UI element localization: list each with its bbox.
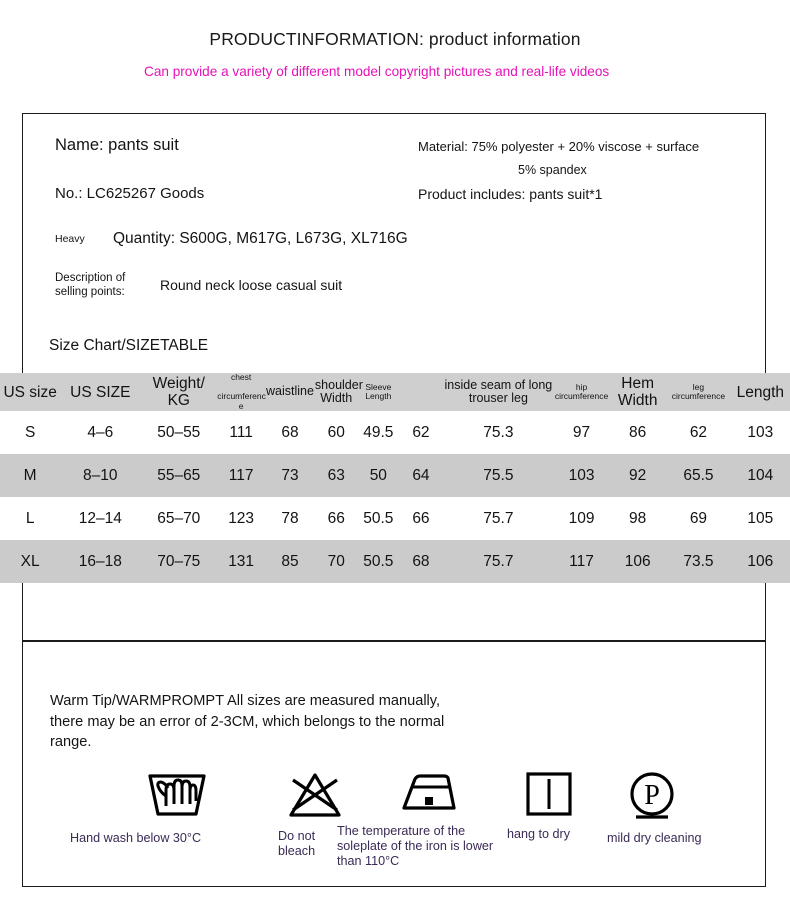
cell-waistline: 73	[281, 466, 299, 484]
hand-wash-icon	[146, 770, 280, 820]
cell-extra: 75.7	[483, 509, 514, 527]
cell-inseam: 62	[412, 423, 430, 441]
col-header-sleeve-l2: Length	[365, 391, 392, 401]
cell-shoulder: 70	[327, 552, 345, 570]
col-header-inseam	[443, 373, 554, 411]
cell-shoulder: 63	[327, 466, 345, 484]
warm-tip-text: Warm Tip/WARMPROMPT All sizes are measured manually, there may be an error of 2-3CM, which belongs to the normal range.	[50, 693, 445, 750]
care-item-hang-to-dry	[507, 770, 592, 842]
cell-hem: 86	[629, 423, 647, 441]
cell-hip: 109	[568, 509, 595, 527]
cell-shoulder: 66	[327, 509, 345, 527]
table-row	[0, 454, 790, 497]
col-header-waistline: waistline	[266, 384, 314, 399]
cell-extra: 75.7	[483, 552, 514, 570]
col-header-hem-l1: Hem	[621, 375, 654, 392]
care-caption-hand-wash: Hand wash below 30°C	[70, 831, 202, 845]
col-header-shoulder	[314, 373, 363, 411]
cell-chest: 111	[229, 423, 253, 441]
col-header-chest-l1: chest	[230, 372, 252, 382]
selling-points-value: Round neck loose casual suit	[160, 277, 343, 293]
cell-waistline: 78	[281, 509, 299, 527]
col-header-length: Length	[736, 383, 785, 401]
cell-hem: 92	[629, 466, 647, 484]
cell-length: 104	[747, 466, 774, 484]
table-row	[0, 411, 790, 454]
col-header-us-size-b: US SIZE	[70, 383, 131, 401]
col-header-hip-l1: hip	[575, 381, 588, 392]
cell-leg: 69	[689, 509, 708, 527]
col-header-hem	[609, 373, 666, 411]
care-item-iron	[337, 770, 507, 869]
cell-length: 106	[747, 552, 774, 570]
cell-length: 105	[747, 509, 774, 527]
cell-sleeve: 50	[369, 466, 387, 484]
col-header-shoulder-l1: shoulder	[314, 377, 363, 392]
care-item-hand-wash	[70, 770, 280, 846]
cell-extra: 75.5	[483, 466, 514, 484]
col-header-leg-l1: leg	[692, 381, 705, 392]
col-header-inseam-l2: trouser leg	[468, 391, 528, 405]
cell-waistline: 68	[281, 423, 299, 441]
size-chart-body	[0, 411, 790, 583]
care-caption-hang-to-dry: hang to dry	[507, 827, 571, 841]
cell-size: XL	[20, 552, 40, 570]
selling-points-label: Description of selling points:	[55, 272, 126, 298]
cell-weight: 50–55	[157, 423, 201, 441]
care-instructions-row	[22, 770, 766, 890]
cell-inseam: 68	[412, 552, 430, 570]
col-header-chest-l3: e	[238, 400, 244, 411]
size-chart-header	[0, 373, 790, 411]
col-header-leg-l2: circumference	[671, 391, 726, 401]
cell-leg: 73.5	[683, 552, 714, 570]
cell-sleeve: 50.5	[363, 552, 394, 570]
page-title: PRODUCTINFORMATION: product information	[209, 29, 581, 49]
col-header-hip-l2: circumference	[554, 391, 609, 401]
cell-extra: 75.3	[483, 423, 514, 441]
cell-size: L	[25, 509, 35, 527]
cell-length: 103	[747, 423, 774, 441]
table-row	[0, 540, 790, 583]
svg-text:P: P	[644, 780, 660, 811]
cell-hip: 103	[568, 466, 595, 484]
col-header-shoulder-l2: Width	[320, 391, 353, 405]
size-chart-table	[0, 373, 790, 583]
care-caption-iron: The temperature of the soleplate of the iron is lower than 110°C	[337, 824, 494, 868]
cell-chest: 123	[228, 509, 255, 527]
col-header-spacer	[399, 373, 443, 411]
cell-weight: 55–65	[157, 466, 201, 484]
cell-hip: 117	[569, 552, 594, 570]
mild-dry-cleaning-icon	[626, 770, 707, 822]
col-header-us-size-a: US size	[3, 383, 57, 401]
cell-size: S	[24, 423, 36, 441]
col-header-sleeve-l1: Sleeve	[365, 381, 392, 392]
cell-us-size: 12–14	[78, 509, 122, 527]
table-header-row	[0, 373, 790, 411]
cell-leg: 62	[689, 423, 708, 441]
care-caption-do-not-bleach: Do not bleach	[278, 829, 316, 858]
col-header-weight-l1: Weight/	[152, 375, 205, 392]
col-header-chest	[217, 373, 265, 411]
table-row	[0, 497, 790, 540]
cell-hem: 106	[624, 552, 651, 570]
cell-inseam: 66	[412, 509, 430, 527]
cell-chest: 131	[228, 552, 255, 570]
heavy-label: Heavy	[55, 233, 85, 245]
cell-size: M	[23, 466, 37, 484]
cell-us-size: 8–10	[83, 466, 118, 484]
section-divider	[22, 640, 766, 641]
cell-weight: 70–75	[157, 552, 201, 570]
col-header-leg	[666, 373, 730, 411]
cell-weight: 65–70	[157, 509, 201, 527]
cell-us-size: 16–18	[78, 552, 122, 570]
col-header-sleeve	[358, 373, 400, 411]
col-header-chest-l2: circumferenc	[217, 391, 266, 401]
iron-low-temp-icon	[400, 770, 507, 815]
cell-inseam: 64	[412, 466, 430, 484]
care-caption-dry-cleaning: mild dry cleaning	[607, 831, 702, 845]
cell-shoulder: 60	[327, 423, 345, 441]
care-item-dry-cleaning	[607, 770, 707, 846]
quantity-value: Quantity: S600G, M617G, L673G, XL716G	[113, 230, 408, 247]
material-line2: 5% spandex	[518, 163, 587, 177]
cell-hip: 97	[572, 423, 591, 441]
cell-us-size: 4–6	[87, 423, 114, 441]
size-chart-heading: Size Chart/SIZETABLE	[49, 337, 209, 354]
cell-leg: 65.5	[683, 466, 714, 484]
product-includes: Product includes: pants suit*1	[418, 186, 603, 202]
col-header-inseam-l1: inside seam of long	[444, 377, 553, 392]
page-subtitle: Can provide a variety of different model copyright pictures and real-life videos	[144, 64, 610, 79]
cell-sleeve: 50.5	[363, 509, 394, 527]
product-number: No.: LC625267 Goods	[55, 185, 205, 202]
product-name: Name: pants suit	[55, 136, 179, 154]
cell-hem: 98	[629, 509, 647, 527]
material-line1: Material: 75% polyester + 20% viscose + surface	[418, 139, 700, 154]
cell-sleeve: 49.5	[363, 423, 394, 441]
col-header-hem-l2: Width	[617, 392, 658, 409]
col-header-hip	[554, 373, 609, 411]
cell-chest: 117	[228, 466, 254, 484]
col-header-weight-l2: KG	[167, 392, 190, 409]
hang-to-dry-icon	[524, 770, 592, 818]
col-header-weight	[140, 373, 217, 411]
cell-waistline: 85	[281, 552, 299, 570]
